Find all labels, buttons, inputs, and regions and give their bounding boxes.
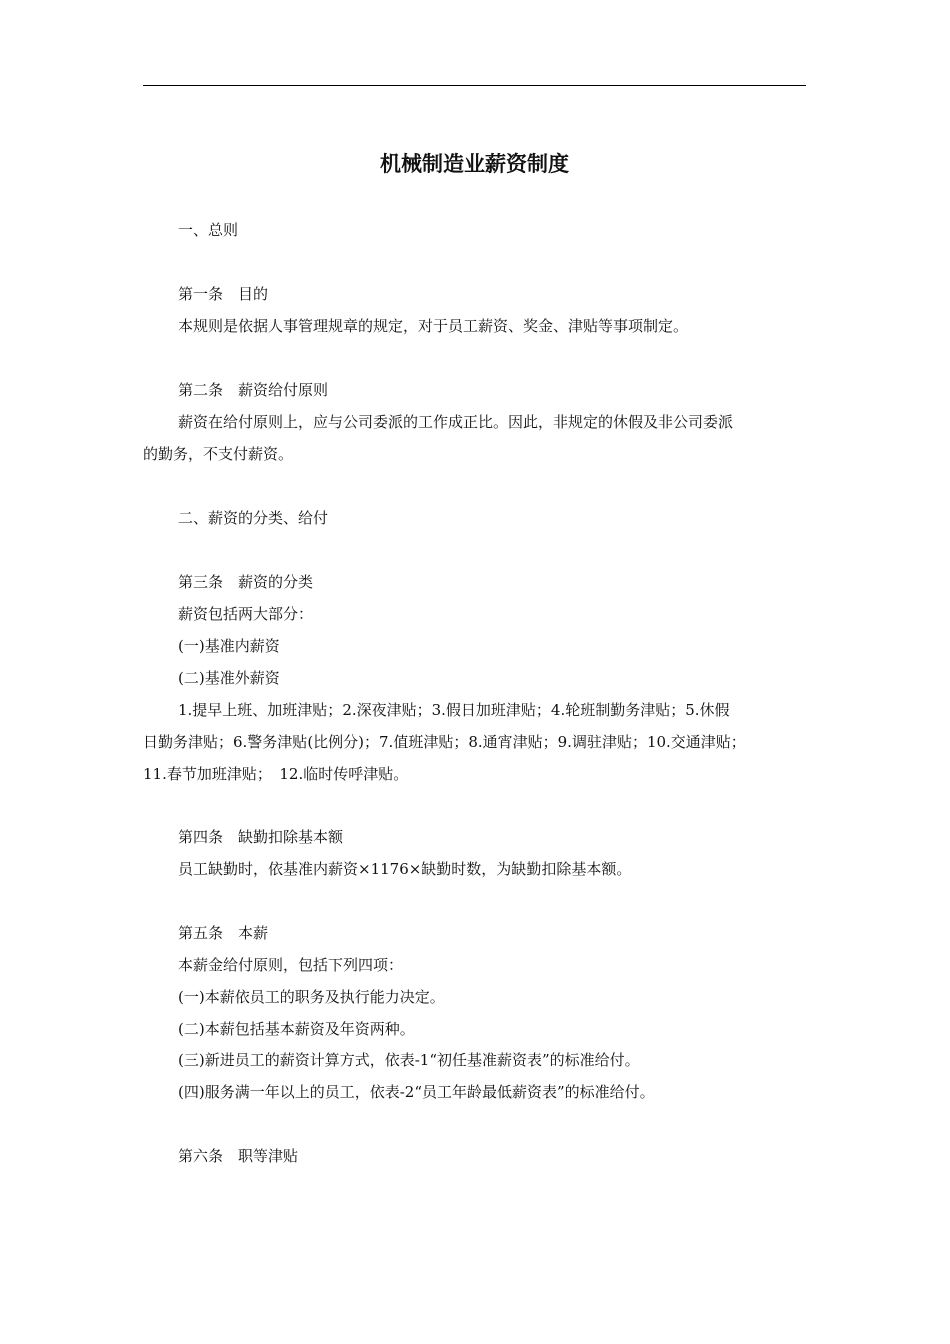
section-heading: 二、薪资的分类、给付 [178, 509, 329, 527]
paragraph: 11.春节加班津贴； 12.临时传呼津贴。 [143, 765, 409, 783]
paragraph: 薪资在给付原则上，应与公司委派的工作成正比。因此，非规定的休假及非公司委派 [178, 413, 734, 431]
list-item: (二)基准外薪资 [178, 669, 280, 687]
paragraph: 日勤务津贴；6.警务津贴(比例分)；7.值班津贴；8.通宵津贴；9.调驻津贴；10.交通津贴； [143, 733, 746, 751]
list-item: (一)本薪依员工的职务及执行能力决定。 [178, 988, 445, 1006]
paragraph: 1.提早上班、加班津贴；2.深夜津贴；3.假日加班津贴；4.轮班制勤务津贴；5.休假 [178, 701, 730, 719]
paragraph: 的勤务，不支付薪资。 [143, 445, 294, 463]
paragraph: 员工缺勤时，依基准内薪资×1176×缺勤时数，为缺勤扣除基本额。 [178, 860, 632, 878]
list-item: (四)服务满一年以上的员工，依表-2“员工年龄最低薪资表”的标准给付。 [178, 1083, 655, 1101]
article-heading: 第四条 缺勤扣除基本额 [178, 828, 344, 846]
article-heading: 第五条 本薪 [178, 924, 269, 942]
header-rule [143, 85, 806, 86]
list-item: (一)基准内薪资 [178, 637, 280, 655]
article-heading: 第二条 薪资给付原则 [178, 381, 329, 399]
list-item: (二)本薪包括基本薪资及年资两种。 [178, 1020, 415, 1038]
paragraph: 本薪金给付原则，包括下列四项： [178, 956, 404, 974]
article-heading: 第三条 薪资的分类 [178, 573, 314, 591]
article-heading: 第六条 职等津贴 [178, 1147, 299, 1165]
list-item: (三)新进员工的薪资计算方式，依表-1“初任基准薪资表”的标准给付。 [178, 1051, 640, 1069]
paragraph: 本规则是依据人事管理规章的规定，对于员工薪资、奖金、津贴等事项制定。 [178, 317, 689, 335]
document-title: 机械制造业薪资制度 [380, 152, 569, 176]
section-heading: 一、总则 [178, 221, 239, 239]
paragraph: 薪资包括两大部分： [178, 605, 314, 623]
article-heading: 第一条 目的 [178, 285, 269, 303]
